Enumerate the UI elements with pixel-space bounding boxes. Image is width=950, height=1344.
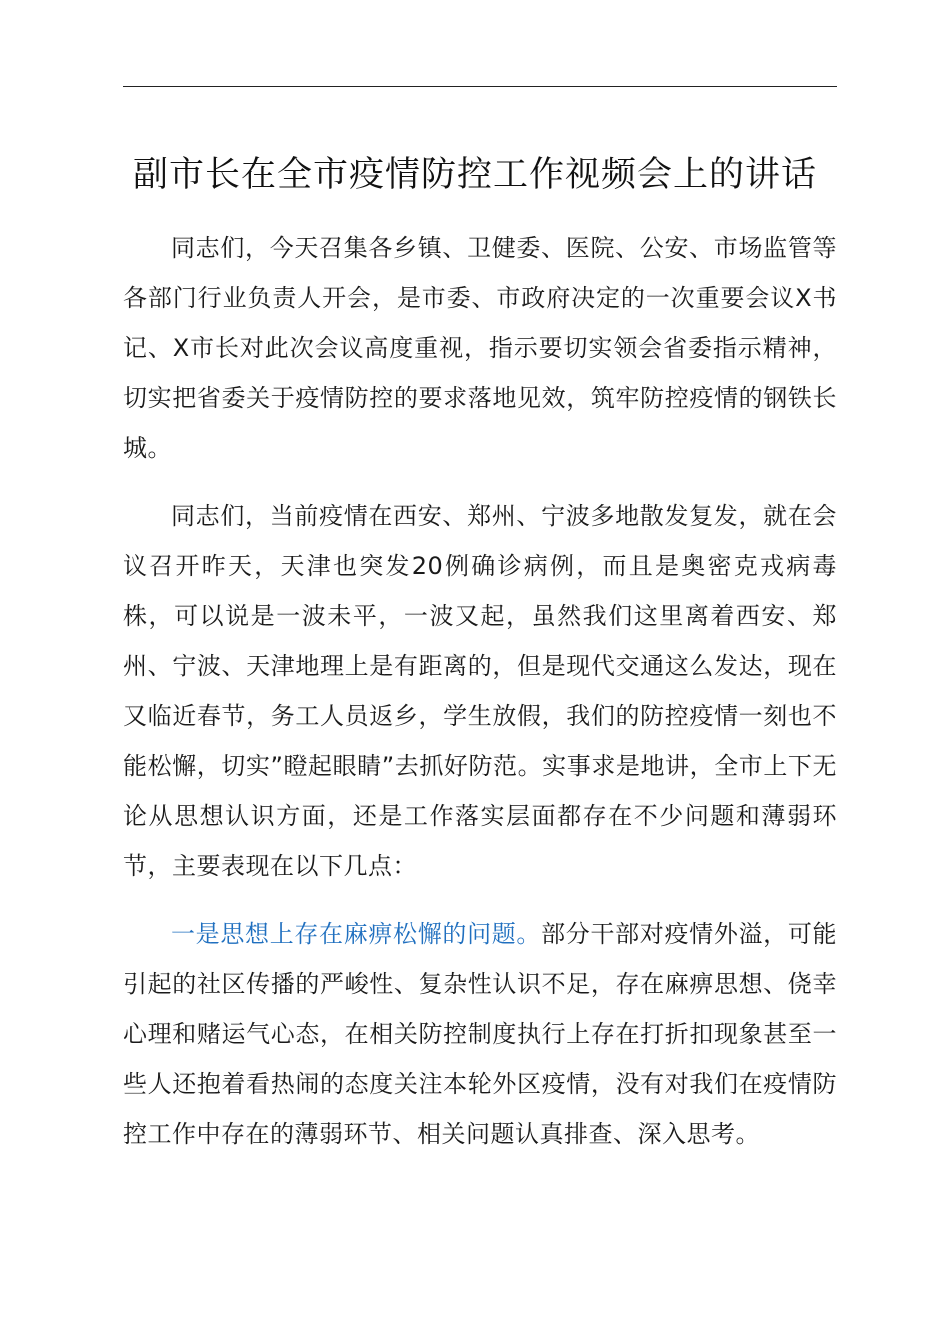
paragraph-2 <box>123 491 837 891</box>
paragraph-1 <box>123 223 837 473</box>
paragraph-2-text: 同志们，当前疫情在西安、郑州、宁波多地散发复发，就在会议召开昨天，天津也突发20例确诊病例，而且是奥密克戎病毒株，可以说是一波未平，一波又起，虽然我们这里离着西安、郑州、宁波、天津地理上是有距离的，但是现代交通这么发达，现在又临近春节，务工人员返乡，学生放假，我们的防控疫情一刻也不能松懈，切实”瞪起眼睛”去抓好防范。实事求是地讲，全市上下无论从思想认识方面，还是工作落实层面都存在不少问题和薄弱环节，主要表现在以下几点： <box>123 502 837 880</box>
document-body <box>123 223 837 1177</box>
paragraph-1-text: 同志们，今天召集各乡镇、卫健委、医院、公安、市场监管等各部门行业负责人开会，是市委、市政府决定的一次重要会议X书记、X市长对此次会议高度重视，指示要切实领会省委指示精神，切实把省委关于疫情防控的要求落地见效，筑牢防控疫情的钢铁长城。 <box>123 234 837 462</box>
paragraph-3-text: 部分干部对疫情外溢，可能引起的社区传播的严峻性、复杂性认识不足，存在麻痹思想、侥幸心理和赌运气心态，在相关防控制度执行上存在打折扣现象甚至一些人还抱着看热闹的态度关注本轮外区疫情，没有对我们在疫情防控工作中存在的薄弱环节、相关问题认真排查、深入思考。 <box>123 920 838 1148</box>
document-title: 副市长在全市疫情防控工作视频会上的讲话 <box>132 155 817 195</box>
paragraph-3 <box>123 909 837 1159</box>
header-rule <box>123 86 837 87</box>
paragraph-3-heading: 一是思想上存在麻痹松懈的问题。 <box>171 920 542 948</box>
